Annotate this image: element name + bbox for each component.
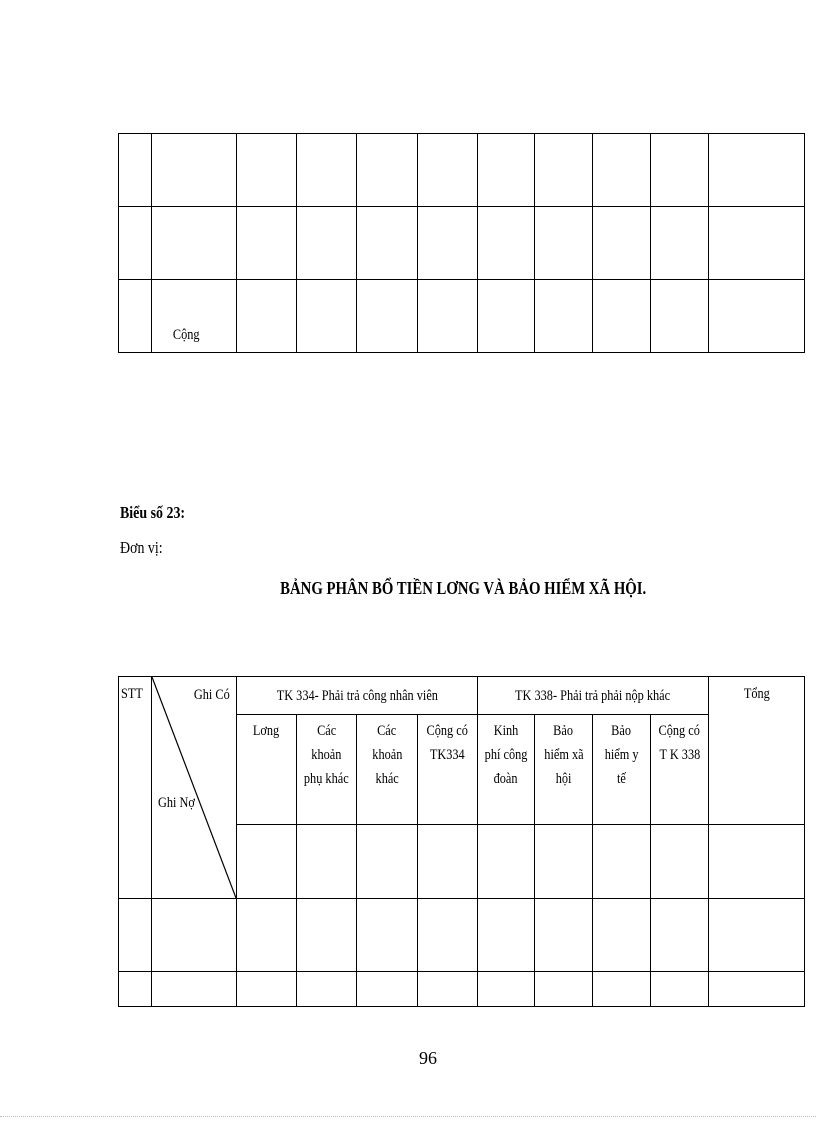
col-header-khoan-khac: Các khoản khác bbox=[357, 715, 418, 825]
table-row bbox=[119, 134, 805, 207]
table-row bbox=[119, 207, 805, 280]
col-header-bhyt: Bảo hiểm y tế bbox=[593, 715, 651, 825]
page-number: 96 bbox=[419, 1048, 437, 1068]
ghi-co-label: Ghi Có bbox=[194, 687, 230, 703]
group-tk334: TK 334- Phải trả công nhân viên bbox=[237, 677, 478, 715]
col-header-cong-co-338: Cộng có T K 338 bbox=[651, 715, 709, 825]
total-header: Tổng bbox=[709, 677, 805, 825]
continuation-table bbox=[118, 133, 805, 353]
diagonal-header-cell bbox=[152, 677, 237, 899]
ghi-no-label: Ghi Nợ bbox=[158, 795, 195, 811]
table-row-total bbox=[119, 280, 805, 353]
col-header-phu-khac: Các khoản phụ khác bbox=[297, 715, 357, 825]
total-label: Cộng bbox=[172, 327, 200, 343]
table-row bbox=[119, 899, 805, 972]
table-row bbox=[119, 972, 805, 1007]
unit-label: Đơn vị: bbox=[120, 538, 163, 557]
group-tk338: TK 338- Phải trả phải nộp khác bbox=[478, 677, 709, 715]
col-header-luong: Lơng bbox=[237, 715, 297, 825]
header-row-groups bbox=[119, 677, 805, 715]
form-number: Biểu số 23: bbox=[120, 503, 186, 522]
diagonal-line bbox=[152, 677, 236, 898]
page-title: BẢNG PHÂN BỔ TIỀN LƠNG VÀ BẢO HIỂM XÃ HỘI. bbox=[279, 578, 647, 598]
allocation-table bbox=[118, 676, 805, 1007]
page-bottom-divider bbox=[0, 1116, 816, 1117]
col-header-kinh-phi-cong-doan: Kinh phí công đoàn bbox=[478, 715, 535, 825]
col-header-bhxh: Bảo hiểm xã hội bbox=[535, 715, 593, 825]
stt-header: STT bbox=[119, 677, 152, 899]
col-header-cong-co-334: Cộng có TK334 bbox=[418, 715, 478, 825]
